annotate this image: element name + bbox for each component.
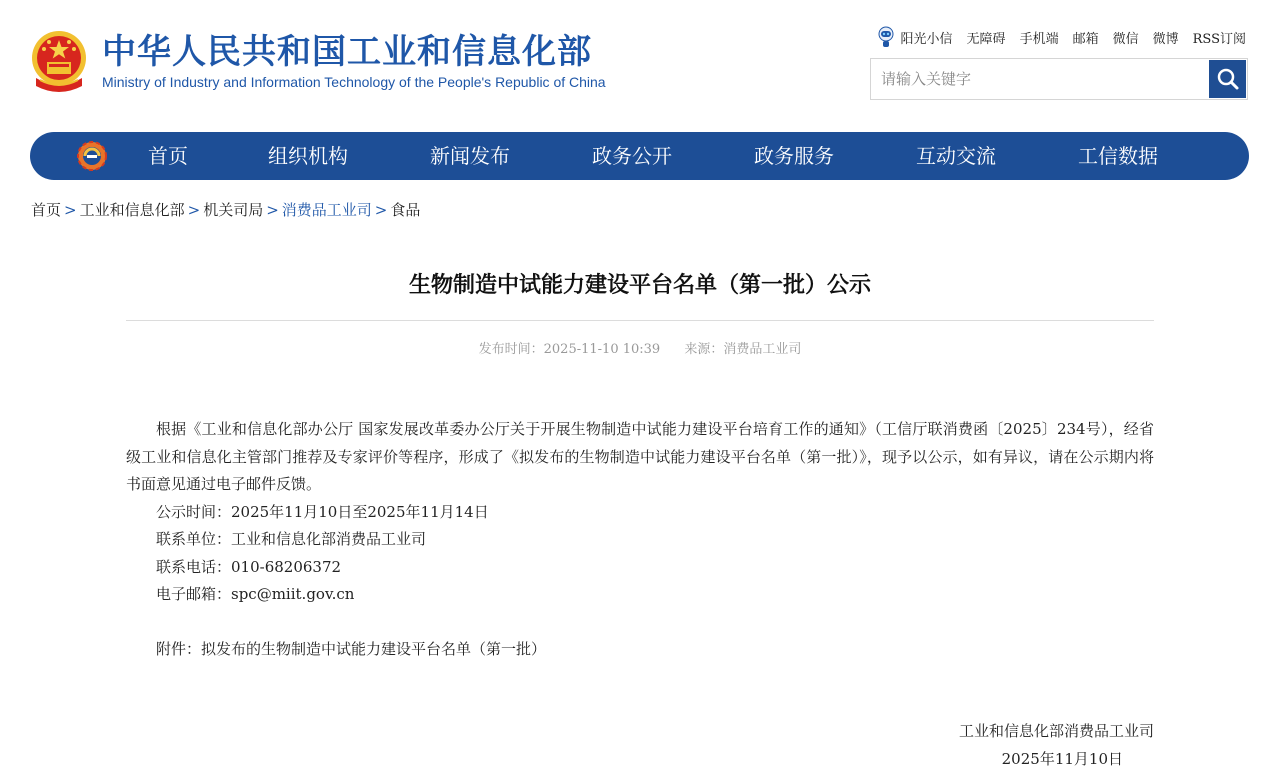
top-links <box>877 26 1246 48</box>
nav-logo-icon[interactable] <box>76 140 108 172</box>
site-header <box>0 0 1280 120</box>
divider <box>126 320 1154 321</box>
nav-data[interactable]: 工信数据 <box>1078 132 1158 180</box>
toplink-mobile[interactable]: 手机端 <box>1020 28 1059 47</box>
search-icon <box>1216 67 1240 91</box>
contact-phone: 联系电话：010-68206372 <box>126 554 1154 582</box>
toplink-weibo[interactable]: 微博 <box>1153 28 1179 47</box>
toplink-accessibility[interactable]: 无障碍 <box>967 28 1006 47</box>
article-source: 来源：消费品工业司 <box>684 342 801 357</box>
search-input[interactable] <box>871 59 1221 99</box>
breadcrumb-ministry[interactable]: 工业和信息化部 <box>80 201 185 219</box>
breadcrumb-food[interactable]: 食品 <box>390 201 420 219</box>
signature-date: 2025年11月10日 <box>959 746 1154 773</box>
article-body <box>126 416 1154 663</box>
attachment-link[interactable]: 附件：拟发布的生物制造中试能力建设平台名单（第一批） <box>126 636 1154 664</box>
article-meta <box>126 338 1154 357</box>
site-name-cn: 中华人民共和国工业和信息化部 <box>102 32 606 72</box>
nav-organization[interactable]: 组织机构 <box>268 132 348 180</box>
toplink-sunshine[interactable]: 阳光小信 <box>877 26 953 48</box>
article-signature <box>959 718 1154 773</box>
contact-unit: 联系单位：工业和信息化部消费品工业司 <box>126 526 1154 554</box>
signature-org: 工业和信息化部消费品工业司 <box>959 718 1154 746</box>
toplink-mail[interactable]: 邮箱 <box>1073 28 1099 47</box>
nav-gov-services[interactable]: 政务服务 <box>754 132 834 180</box>
breadcrumb: 首页 > 工业和信息化部 > 机关司局 > 消费品工业司 > 食品 <box>31 199 420 220</box>
announcement-period: 公示时间：2025年11月10日至2025年11月14日 <box>126 499 1154 527</box>
national-emblem-icon <box>30 28 88 94</box>
nav-home[interactable]: 首页 <box>148 132 188 180</box>
contact-email: 电子邮箱：spc@miit.gov.cn <box>126 581 1154 609</box>
breadcrumb-home[interactable]: 首页 <box>31 201 61 219</box>
toplink-wechat[interactable]: 微信 <box>1113 28 1139 47</box>
site-logo[interactable] <box>30 28 606 94</box>
site-name-en: Ministry of Industry and Information Technology of the People's Republic of China <box>102 73 606 91</box>
main-nav <box>30 132 1249 180</box>
article-title: 生物制造中试能力建设平台名单（第一批）公示 <box>126 268 1154 299</box>
toplink-rss[interactable]: RSS订阅 <box>1193 28 1246 47</box>
breadcrumb-consumer-goods-dept[interactable]: 消费品工业司 <box>282 201 372 219</box>
breadcrumb-departments[interactable]: 机关司局 <box>203 201 263 219</box>
robot-icon <box>877 26 895 48</box>
nav-news[interactable]: 新闻发布 <box>430 132 510 180</box>
publish-time: 发布时间：2025-11-10 10:39 <box>479 342 661 357</box>
nav-gov-affairs[interactable]: 政务公开 <box>592 132 672 180</box>
nav-interaction[interactable]: 互动交流 <box>916 132 996 180</box>
article-paragraph: 根据《工业和信息化部办公厅 国家发展改革委办公厅关于开展生物制造中试能力建设平台培育工作的通知》（工信厅联消费函〔2025〕234号），经省级工业和信息化主管部门推荐及专家评价等程序，形成了《拟发布的生物制造中试能力建设平台名单（第一批）》，现予以公示，如有异议，请在公示期内将书面意见通过电子邮件反馈。 <box>126 416 1154 499</box>
search-button[interactable] <box>1209 60 1246 98</box>
search-box <box>870 58 1248 100</box>
